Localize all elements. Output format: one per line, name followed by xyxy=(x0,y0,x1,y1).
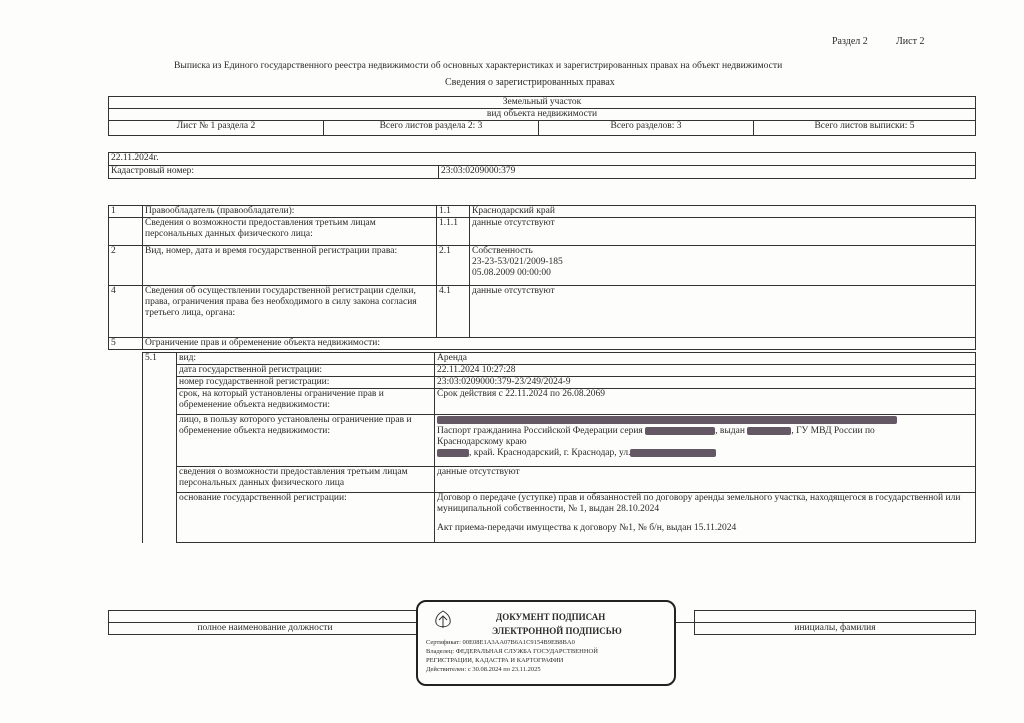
consent-value: данные отсутствуют xyxy=(435,467,976,493)
basis-act: Акт приема-передачи имущества к договору №1, № б/н, выдан 15.11.2024 xyxy=(437,523,737,533)
row-2-num: 2 xyxy=(109,246,143,286)
stamp-title: ДОКУМЕНТ ПОДПИСАН xyxy=(496,612,606,622)
total-sheets-extract: Всего листов выписки: 5 xyxy=(754,121,976,136)
row-1-1-value: данные отсутствуют xyxy=(470,218,976,246)
issuer-text: , ГУ МВД России по xyxy=(791,426,875,436)
redacted-issue-date xyxy=(747,427,791,435)
position-label: полное наименование должности xyxy=(109,623,422,635)
row-2-right-date: 05.08.2009 00:00:00 xyxy=(472,268,551,278)
extract-date: 22.11.2024г. xyxy=(109,153,976,166)
emblem-icon xyxy=(430,608,456,634)
restriction-kind-label: вид: xyxy=(177,353,435,365)
row-2-right-number: 23-23-53/021/2009-185 xyxy=(472,257,563,267)
basis-contract: Договор о передаче (уступке) прав и обязанностей по договору аренды земельного участка, находящегося в государственной или муниципальной собственности, № 1, выдан 28.10.2024 xyxy=(437,493,961,514)
cadastral-label: Кадастровый номер: xyxy=(109,166,439,179)
redacted-passport xyxy=(645,427,715,435)
row-1-label: Правообладатель (правообладатели): xyxy=(143,206,437,218)
basis-value xyxy=(435,493,976,543)
stamp-subtitle: ЭЛЕКТРОННОЙ ПОДПИСЬЮ xyxy=(492,626,622,636)
row-2-label: Вид, номер, дата и время государственной регистрации права: xyxy=(143,246,437,286)
address-text: , край. Краснодарский, г. Краснодар, ул. xyxy=(469,448,631,458)
row-5-label: Ограничение прав и обременение объекта недвижимости: xyxy=(143,338,976,350)
restriction-code: 5.1 xyxy=(143,353,177,543)
term-value: Срок действия с 22.11.2024 по 26.08.2069 xyxy=(435,389,976,415)
rights-table xyxy=(108,205,976,350)
stamp-owner-cont: РЕГИСТРАЦИИ, КАДАСТРА И КАРТОГРАФИИ xyxy=(426,657,564,664)
document-title: Выписка из Единого государственного реестра недвижимости об основных характеристиках и зарегистрированных правах на объект недвижимости xyxy=(174,60,783,71)
issuer-region: Краснодарскому краю xyxy=(437,437,527,447)
row-1-1-code: 1.1.1 xyxy=(437,218,470,246)
basis-label: основание государственной регистрации: xyxy=(177,493,435,543)
cadastral-table xyxy=(108,152,976,179)
redacted-name xyxy=(437,416,897,424)
name-label: инициалы, фамилия xyxy=(695,623,976,635)
restriction-table xyxy=(142,352,976,543)
reg-number-value: 23:03:0209000:379-23/249/2024-9 xyxy=(435,377,976,389)
consent-label: сведения о возможности предоставления третьим лицам персональных данных физического лица xyxy=(177,467,435,493)
row-4-value: данные отсутствуют xyxy=(470,286,976,338)
issued-text: , выдан xyxy=(715,426,745,436)
electronic-signature-stamp xyxy=(416,600,676,686)
reg-date-label: дата государственной регистрации: xyxy=(177,365,435,377)
object-table xyxy=(108,96,976,136)
stamp-certificate: Сертификат: 00E08E1A3AA07B6A1C9154B9EB8BA0 xyxy=(426,639,575,646)
stamp-validity: Действителен: с 30.08.2024 по 23.11.2025 xyxy=(426,666,541,673)
object-type-label: вид объекта недвижимости xyxy=(109,109,976,121)
passport-text: Паспорт гражданина Российской Федерации серия xyxy=(437,426,643,436)
row-5-num: 5 xyxy=(109,338,143,350)
stamp-owner: Владелец: ФЕДЕРАЛЬНАЯ СЛУЖБА ГОСУДАРСТВЕННОЙ xyxy=(426,648,598,655)
document-subtitle: Сведения о зарегистрированных правах xyxy=(445,77,615,88)
row-2-right-type: Собственность xyxy=(472,246,533,256)
total-sections: Всего разделов: 3 xyxy=(539,121,754,136)
total-sheets-section: Всего листов раздела 2: 3 xyxy=(324,121,539,136)
beneficiary-label: лицо, в пользу которого установлены ограничение прав и обременение объекта недвижимости: xyxy=(177,415,435,467)
cadastral-number: 23:03:0209000:379 xyxy=(439,166,976,179)
section-label: Раздел 2 xyxy=(832,36,868,47)
redacted-street xyxy=(630,449,716,457)
restriction-kind-value: Аренда xyxy=(435,353,976,365)
sheet-of-section: Лист № 1 раздела 2 xyxy=(109,121,324,136)
row-1-1-label: Сведения о возможности предоставления третьим лицам персональных данных физического лица: xyxy=(143,218,437,246)
object-name: Земельный участок xyxy=(109,97,976,109)
row-1-code: 1.1 xyxy=(437,206,470,218)
redacted-address-start xyxy=(437,449,469,457)
reg-number-label: номер государственной регистрации: xyxy=(177,377,435,389)
row-1-num: 1 xyxy=(109,206,143,218)
term-label: срок, на который установлены ограничение прав и обременение объекта недвижимости: xyxy=(177,389,435,415)
beneficiary-value xyxy=(435,415,976,467)
row-1-value: Краснодарский край xyxy=(470,206,976,218)
row-2-code: 2.1 xyxy=(437,246,470,286)
sheet-label: Лист 2 xyxy=(896,36,925,47)
row-4-label: Сведения об осуществлении государственной регистрации сделки, права, ограничения права без необходимого в силу закона согласия третьего лица, органа: xyxy=(143,286,437,338)
row-4-code: 4.1 xyxy=(437,286,470,338)
reg-date-value: 22.11.2024 10:27:28 xyxy=(435,365,976,377)
row-4-num: 4 xyxy=(109,286,143,338)
